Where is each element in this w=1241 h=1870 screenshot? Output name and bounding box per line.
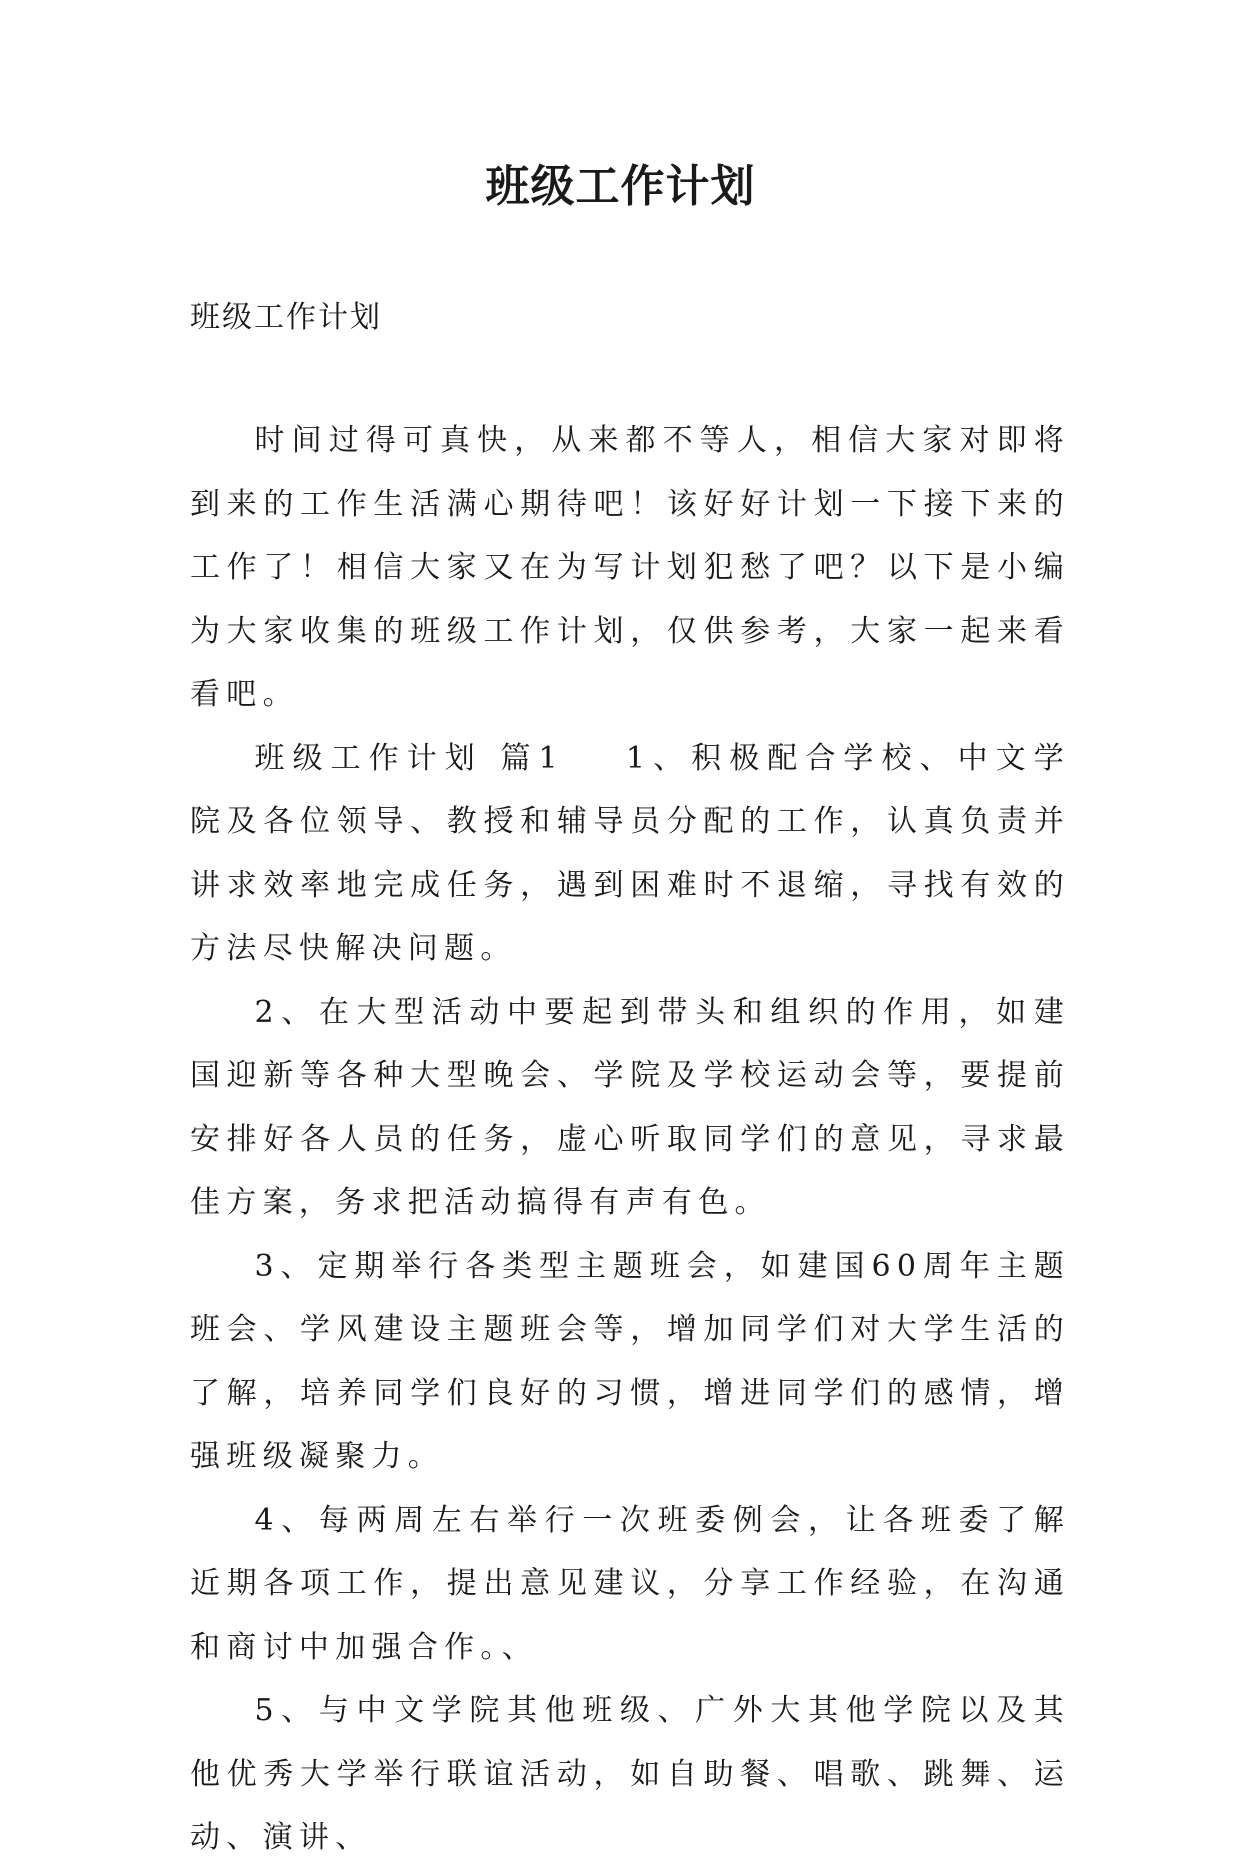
document-title: 班级工作计划 bbox=[485, 161, 756, 212]
item-paragraph-5: 5、与中文学院其他班级、广外大其他学院以及其他优秀大学举行联谊活动，如自助餐、唱歌、跳舞、运动、演讲、 bbox=[190, 1693, 1070, 1855]
item-paragraph-2: 2、在大型活动中要起到带头和组织的作用，如建国迎新等各种大型晚会、学院及学校运动会等，要提前安排好各人员的任务，虚心听取同学们的意见，寻求最佳方案，务求把活动搞得有声有色。 bbox=[190, 994, 1070, 1220]
item-paragraph-4: 4、每两周左右举行一次班委例会，让各班委了解近期各项工作，提出意见建议，分享工作经验，在沟通和商讨中加强合作。、 bbox=[190, 1502, 1070, 1665]
document-subtitle: 班级工作计划 bbox=[190, 300, 382, 335]
section-heading: 班级工作计划 篇1 bbox=[254, 740, 564, 776]
item-paragraph-3: 3、定期举行各类型主题班会，如建国60周年主题班会、学风建设主题班会等，增加同学们对大学生活的了解，培养同学们良好的习惯，增进同学们的感情，增强班级凝聚力。 bbox=[190, 1248, 1070, 1474]
document-body bbox=[190, 409, 1070, 1870]
section-paragraph-1 bbox=[190, 727, 1070, 981]
intro-paragraph: 时间过得可真快，从来都不等人，相信大家对即将到来的工作生活满心期待吧！该好好计划一下接下来的工作了！相信大家又在为写计划犯愁了吧？以下是小编为大家收集的班级工作计划，仅供参考，大家一起来看看吧。 bbox=[190, 423, 1070, 712]
item-text-1: 1、积极配合学校、中文学院及各位领导、教授和辅导员分配的工作，认真负责并讲求效率地完成任务，遇到困难时不退缩，寻找有效的方法尽快解决问题。 bbox=[190, 740, 1070, 966]
